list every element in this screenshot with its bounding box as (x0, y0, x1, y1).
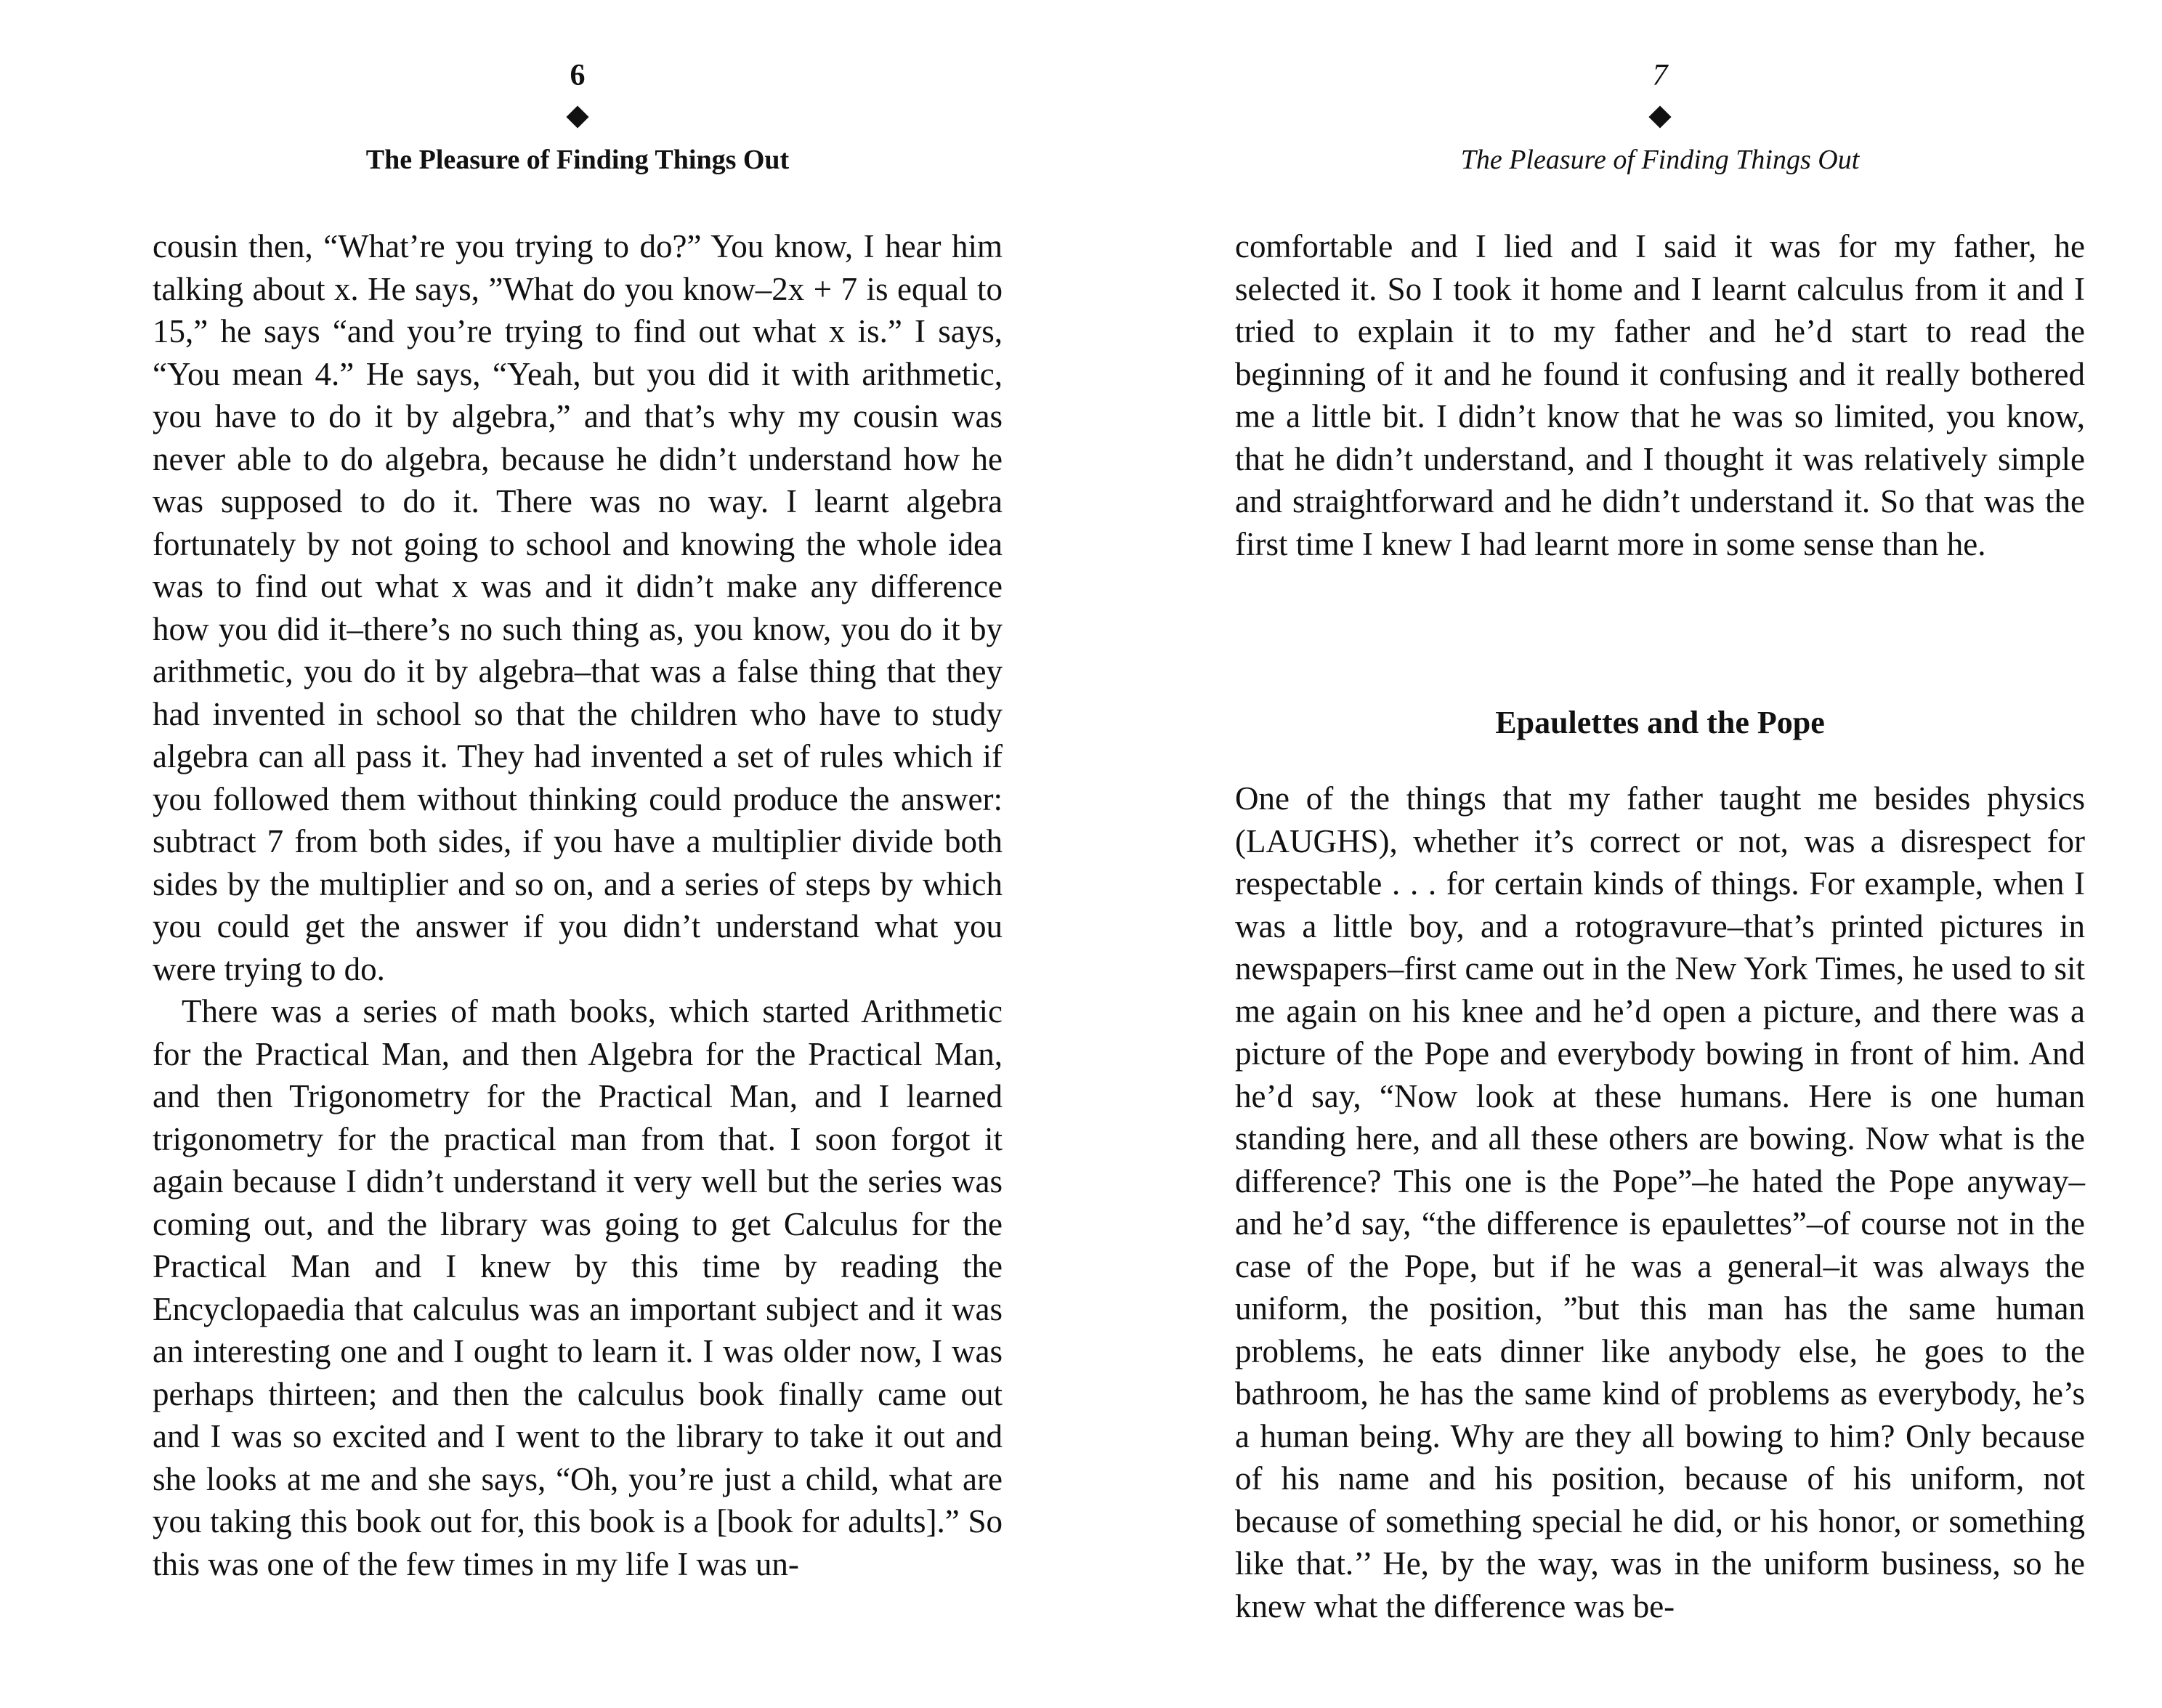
section-body-text (1235, 777, 2085, 1627)
running-head: The Pleasure of Finding Things Out (1460, 145, 1860, 175)
body-text (153, 225, 1003, 1585)
body-text (1235, 225, 2085, 565)
right-page (1235, 0, 2085, 1708)
paragraph: There was a series of math books, which started Arithmetic for the Practical Man, and then Algebra for the Practical Man, and then Trigonometry for the Practical Man, and I learned trigonometry for the practical man from that. I soon forgot it again because I didn’t understand it very well but the series was coming out, and the library was going to get Calculus for the Practical Man and I knew by this time by reading the Encyclopaedia that calculus was an important subject and it was an interesting one and I ought to learn it. I was older now, I was perhaps thirteen; and then the calculus book finally came out and I was so excited and I went to the library to take it out and she looks at me and she says, “Oh, you’re just a child, what are you taking this book out for, this book is a [book for adults].” So this was one of the few times in my life I was un- (153, 993, 1003, 1582)
paragraph: cousin then, “What’re you trying to do?” You know, I hear him talking about x. He says, ”What do you know–2x + 7 is equal to 15,” he says “and you’re trying to find out what x is.” I says, “You mean 4.” He says, “Yeah, but you did it with arithmetic, you have to do it by algebra,” and that’s why my cousin was never able to do algebra, because he didn’t understand how he was supposed to do it. There was no way. I learnt algebra fortunately by not going to school and knowing the whole idea was to find out what x was and it didn’t make any difference how you did it–there’s no such thing as, you know, you do it by arithmetic, you do it by algebra–that was a false thing that they had invented in school so that the children who have to study algebra can all pass it. They had invented a set of rules which if you followed them without thinking could produce the answer: subtract 7 from both sides, if you have a multiplier divide both sides by the multiplier and so on, and a series of steps by which you could get the answer if you didn’t understand what you were trying to do. (153, 228, 1003, 987)
diamond-ornament-icon (566, 105, 588, 128)
paragraph: One of the things that my father taught me besides physics (LAUGHS), whether it’s correct or not, was a disrespect for respectable . . . for certain kinds of things. For example, when I was a little boy, and a rotogravure–that’s printed pictures in newspapers–first came out in the New York Times, he used to sit me again on his knee and he’d open a picture, and there was a picture of the Pope and everybody bowing in front of him. And he’d say, “Now look at these humans. Here is one human standing here, and all these others are bowing. Now what is the difference? This one is the Pope”–he hated the Pope anyway–and he’d say, “the difference is epaulettes”–of course not in the case of the Pope, but if he was a general–it was always the uniform, the position, ”but this man has the same human problems, he eats dinner like anybody else, he goes to the bathroom, he has the same kind of problems as everybody, he’s a human being. Why are they all bowing to him? Only because of his name and his position, because of his uniform, not because of something special he did, or his honor, or something like that.’’ He, by the way, was in the uniform business, so he knew what the difference was be- (1235, 780, 2085, 1624)
running-head: The Pleasure of Finding Things Out (365, 145, 790, 175)
diamond-ornament-icon (1648, 105, 1671, 128)
page-number: 6 (570, 59, 586, 92)
paragraph: comfortable and I lied and I said it was for my father, he selected it. So I took it home and I learnt calculus from it and I tried to explain it to my father and he’d start to read the beginning of it and he found it confusing and it really bothered me a little bit. I didn’t know that he was so limited, you know, that he didn’t understand, and I thought it was relatively simple and straightforward and he didn’t understand it. So that was the first time I knew I had learnt more in some sense than he. (1235, 228, 2085, 562)
section-heading: Epaulettes and the Pope (1495, 705, 1825, 740)
left-page (153, 0, 1003, 1708)
page-number: 7 (1652, 59, 1668, 92)
